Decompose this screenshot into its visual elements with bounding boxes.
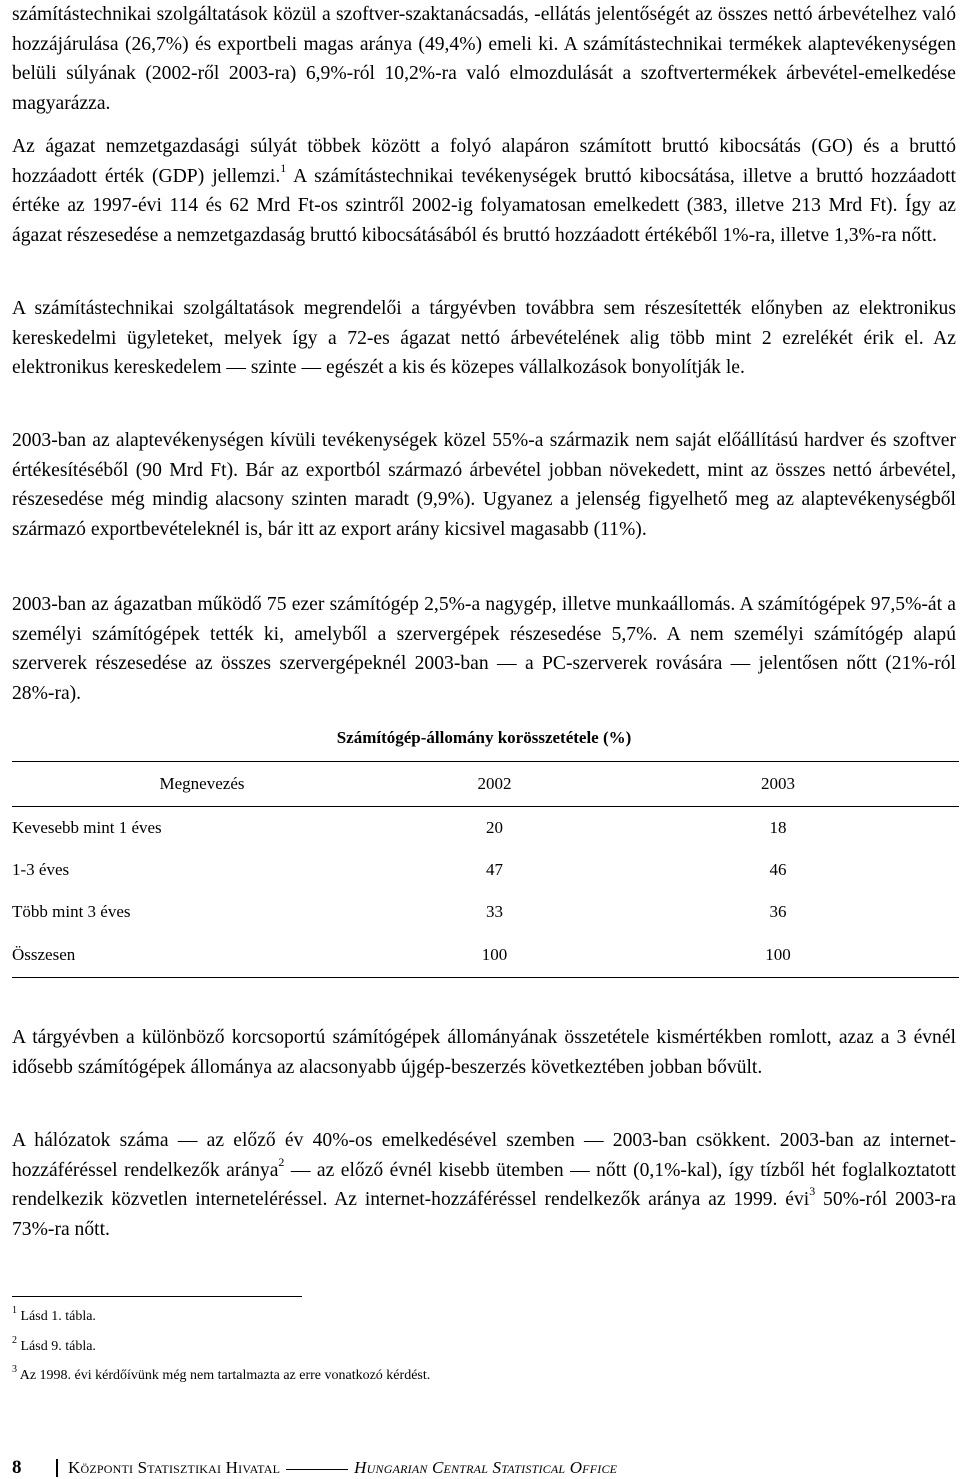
page-number: 8	[12, 1457, 22, 1478]
cell-2002: 47	[486, 860, 503, 879]
paragraph-7-text-b: — az előző évnél kisebb ütemben — nőtt (0,1%-kal), így tízből hét foglalkoztatott rendelkezik közvetlen interneteléréssel. Az internet-hozzáféréssel rendelkezők aránya az 1999. évi	[12, 1159, 956, 1210]
age-composition-table	[12, 761, 959, 978]
footnote-number: 2	[12, 1335, 17, 1347]
table-row	[12, 807, 959, 850]
footnote-text: Lásd 9. tábla.	[20, 1339, 96, 1354]
footnote-text: Lásd 1. tábla.	[20, 1309, 96, 1324]
column-header-name: Megnevezés	[12, 762, 392, 807]
cell-2002: 100	[392, 933, 597, 978]
cell-2003: 18	[769, 818, 787, 837]
table-row-total	[12, 933, 959, 978]
paragraph-7	[12, 1126, 956, 1244]
table-row	[12, 891, 959, 933]
paragraph-6: A tárgyévben a különböző korcsoportú számítógépek állományának összetétele kismértékben romlott, azaz a 3 évnél idősebb számítógépek állománya az alacsonyabb újgép-beszerzés következtében jobban bővült.	[12, 1027, 956, 1078]
cell-2002: 33	[486, 902, 503, 921]
paragraph-2	[12, 132, 956, 250]
column-header-2003: 2003	[597, 762, 959, 807]
row-label: 1-3 éves	[12, 860, 70, 879]
table-row	[12, 849, 959, 891]
footnote-1	[12, 1305, 96, 1326]
page-footer	[12, 1458, 956, 1478]
paragraph-4: 2003-ban az alaptevékenységen kívüli tevékenységek közel 55%-a származik nem saját előállítású hardver és szoftver értékesítéséből (90 Mrd Ft). Bár az exportból származó árbevétel jobban növekedett, mint az összes nettó árbevétel, részesedése még mindig alacsony szinten maradt (9,9%). Ugyanez a jelenség figyelhető meg az alaptevékenységből származó exportbevételeknél is, bár itt az export arány kicsivel magasabb (11%).	[12, 430, 956, 540]
footnote-ref-2: 2	[278, 1154, 285, 1169]
row-label: Több mint 3 éves	[12, 902, 131, 921]
footer-organization	[68, 1458, 617, 1478]
footnote-number: 1	[12, 1305, 17, 1317]
cell-2002: 20	[486, 818, 503, 837]
cell-2003: 46	[769, 860, 787, 879]
paragraph-1: számítástechnikai szolgáltatások közül a szoftver-szaktanácsadás, -ellátás jelentőségét az összes nettó árbevételhez való hozzájárulása (26,7%) és exportbeli magas aránya (49,4%) emeli ki. A számítástechnikai termékek alaptevékenységen belüli súlyának (2002-ről 2003-ra) 6,9%-ról 10,2%-ra való elmozdulását a szoftvertermékek árbevétel-emelkedése magyarázza.	[12, 4, 956, 114]
cell-2003: 100	[597, 933, 959, 978]
row-label: Kevesebb mint 1 éves	[12, 818, 162, 837]
org-name-english: Hungarian Central Statistical Office	[354, 1458, 618, 1477]
paragraph-3: A számítástechnikai szolgáltatások megrendelői a tárgyévben továbbra sem részesítették előnyben az elektronikus kereskedelmi ügyleteket, melyek így a 72-es ágazat nettó árbevételének alig több mint 2 ezrelékét érik el. Az elektronikus kereskedelem — szinte — egészét a kis és közepes vállalkozások bonyolítják le.	[12, 298, 956, 378]
footnote-divider	[12, 1296, 302, 1297]
paragraph-2-text-a: Az ágazat nemzetgazdasági súlyát többek között a folyó alapáron számított bruttó kibocsátás (GO) és a bruttó hozzáadott érték (GDP) jellemzi.	[12, 136, 956, 187]
footnote-number: 3	[12, 1364, 17, 1376]
paragraph-7-text-a: A hálózatok száma — az előző év 40%-os emelkedésével szemben — 2003-ban csökkent. 2003-ban az internet-hozzáféréssel rendelkezők aránya	[12, 1130, 956, 1181]
row-label: Összesen	[12, 933, 392, 978]
footnote-text: Az 1998. évi kérdőívünk még nem tartalmazta az erre vonatkozó kérdést.	[19, 1368, 431, 1383]
footnote-ref-1: 1	[280, 160, 287, 175]
paragraph-5: 2003-ban az ágazatban működő 75 ezer számítógép 2,5%-a nagygép, illetve munkaállomás. A számítógépek 97,5%-át a személyi számítógépek tették ki, amelyből a szervergépek részesedése 5,7%. A nem személyi számítógép alapú szerverek részesedése az összes szervergépeknél 2003-ban — a PC-szerverek rovására — jelentősen nőtt (21%-ról 28%-ra).	[12, 594, 956, 704]
paragraph-7-text-c: 50%-ról 2003-ra 73%-ra nőtt.	[12, 1189, 957, 1240]
table-title: Számítógép-állomány korösszetétele (%)	[336, 728, 632, 747]
footnote-2	[12, 1335, 96, 1356]
column-header-2002: 2002	[392, 762, 597, 807]
footnote-ref-3: 3	[809, 1184, 816, 1199]
org-name-hungarian: Központi Statisztikai Hivatal	[68, 1458, 281, 1477]
footnote-3	[12, 1364, 431, 1385]
paragraph-2-text-b: A számítástechnikai tevékenységek bruttó kibocsátása, illetve a bruttó hozzáadott értéke az 1997-évi 114 és 62 Mrd Ft-os szintről 2002-ig folyamatosan emelkedett (383, illetve 213 Mrd Ft). Így az ágazat részesedése a nemzetgazdaság bruttó kibocsátásából és bruttó hozzáadott értékéből 1%-ra, illetve 1,3%-ra nőtt.	[12, 165, 956, 246]
table-header-row	[12, 762, 959, 807]
footer-separator	[56, 1459, 58, 1477]
cell-2003: 36	[769, 902, 787, 921]
footer-dash	[286, 1469, 348, 1470]
